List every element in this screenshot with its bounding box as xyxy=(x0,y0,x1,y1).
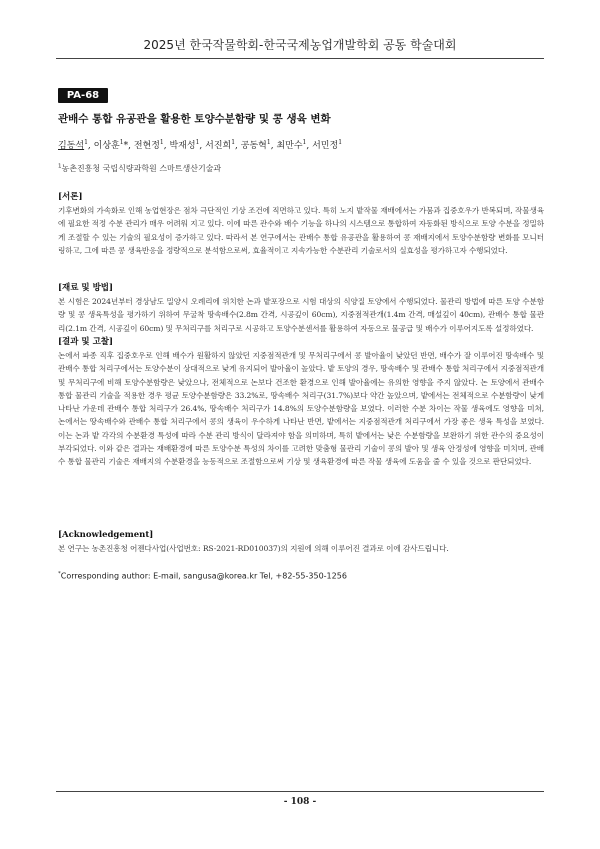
section-body: 기후변화의 가속화로 인해 농업현장은 점차 극단적인 기상 조건에 직면하고 있다. 특히 노지 밭작물 재배에서는 가뭄과 집중호우가 반복되며, 작물생육에 필요한 적정 수분 관리가 매우 어려워 지고 있다. 이에 따른 관수와 배수 기능을 하나의 시스템으로 통합하여 자동화된 방식으로 토양 수분을 정밀하게 조절할 수 있는 기술의 필요성이 증가하고 있다. 따라서 본 연구에서는 관배수 통합 유공관을 활용하여 콩 재배지에서 토양수분함량 변화를 모니터링하고, 그에 따른 콩 생육반응을 정량적으로 분석함으로써, 효율적이고 지속가능한 수분관리 기술로서의 실효성을 평가하고자 수행되었다. xyxy=(58,206,544,255)
section-heading: [서론] xyxy=(58,192,83,202)
section-introduction xyxy=(58,190,544,257)
section-results xyxy=(58,335,544,469)
page-number: - 108 - xyxy=(283,797,317,807)
author-name: 이상훈 xyxy=(93,141,120,151)
author-affil-mark: 1 xyxy=(338,139,343,146)
author-name: 서민정 xyxy=(312,141,339,151)
corresponding-text: Corresponding author: E-mail, sangusa@korea.kr Tel, +82-55-350-1256 xyxy=(60,571,347,581)
affiliation xyxy=(58,163,221,174)
paper-title: 관배수 통합 유공관을 활용한 토양수분함량 및 콩 생육 변화 xyxy=(58,113,331,125)
author-affil-mark: 1 xyxy=(231,139,236,146)
section-heading: [재료 및 방법] xyxy=(58,283,114,293)
corresponding-mark: * xyxy=(58,571,61,577)
running-header xyxy=(56,36,544,59)
author-name: 최만수 xyxy=(276,141,303,151)
author-list: 김동석$^1$, 이상훈$^1$*, 전현정$^1$, 박재성$^1$, 서진희$^1$, 공동혁$^1$, 최만수$^1$, 서민정$^1$ xyxy=(58,139,343,151)
corresponding-mark: * xyxy=(123,141,129,151)
section-methods xyxy=(58,281,544,335)
author-affil-mark: 1 xyxy=(84,139,88,146)
author-affil-mark: 1 xyxy=(195,139,200,146)
author-name: 서진희 xyxy=(205,141,232,151)
corresponding-author xyxy=(58,571,347,581)
section-body: 본 연구는 농촌진흥청 어젠다사업(사업번호: RS-2021-RD010037)의 지원에 의해 이루어진 결과로 이에 감사드립니다. xyxy=(58,544,449,553)
author-name: 전현정 xyxy=(133,141,160,151)
section-body: 본 시험은 2024년부터 경상남도 밀양시 오례리에 위치한 논과 밭포장으로 시험 대상의 식양질 토양에서 수행되었다. 물관리 방법에 따른 토양 수분함량 및 콩 생육특성을 평가하기 위하여 무굴착 땅속배수(2.8m 간격, 시공깊이 60cm), 지중점적관개(1.4m 간격, 매설깊이 40cm), 관배수 통합 물관리(2.1m 간격, 시공깊이 60cm) 및 무처리구를 처리구로 시공하고 토양수분센서를 활용하여 자동으로 물공급 및 배수가 이루어지도록 설정하였다. xyxy=(58,297,544,333)
author-name: 김동석 xyxy=(58,141,85,151)
author-affil-mark: 1 xyxy=(119,139,124,146)
author-name: 박재성 xyxy=(169,141,196,151)
section-body: 논에서 파종 직후 집중호우로 인해 배수가 원활하지 않았던 지중점적관개 및 무처리구에서 콩 발아율이 낮았던 반면, 배수가 잘 이루어진 땅속배수 및 관배수 통합 처리구에서는 토양수분이 상대적으로 낮게 유지되어 발아율이 높았다. 밭 토양의 경우, 땅속배수 및 관배수 통합 처리구에서 지중점적관개 및 무처리구에 비해 토양수분함량은 낮았으나, 전체적으로 논보다 건조한 환경으로 인해 발아율에는 유의한 영향을 주지 않았다. 논 토양에서 관배수 통합 물관리 기술을 적용한 경우 평균 토양수분함량은 33.2%로, 땅속배수 처리구(31.7%)보다 약간 높았으며, 밭에서는 전체적으로 수분함량이 낮게 나타난 가운데 관배수 통합 처리구가 26.4%, 땅속배수 처리구가 14.8%의 토양수분함량을 보였다. 이러한 수분 차이는 작물 생육에도 영향을 미쳐, 논에서는 땅속배수와 관배수 통합 처리구에서 콩의 생육이 우수하게 나타난 반면, 밭에서는 지중점적관개 처리구에서 가장 좋은 생육 특성을 보였다. 이는 논과 밭 각각의 수분환경 특성에 따라 수분 관리 방식이 달라져야 함을 의미하며, 특히 밭에서는 낮은 수분함량을 보완하기 위한 관수의 중요성이 부각되었다. 이와 같은 결과는 재배환경에 따른 토양수분 특성의 차이를 고려한 맞춤형 물관리 기술이 콩의 발아 및 생육 안정성에 영향을 미치며, 관배수 통합 물관리 기술은 재배지의 수분환경을 능동적으로 조절함으로써 기상 및 생육환경에 따른 작물 생육에 도움을 줄 수 있을 것으로 판단되었다. xyxy=(58,351,544,467)
footer-rule xyxy=(56,791,544,792)
affiliation-mark: 1 xyxy=(58,163,62,170)
author-affil-mark: 1 xyxy=(266,139,271,146)
author-affil-mark: 1 xyxy=(159,139,164,146)
author-affil-mark: 1 xyxy=(302,139,307,146)
affiliation-text: 농촌진흥청 국립식량과학원 스마트생산기술과 xyxy=(61,164,222,173)
conference-title: 2025년 한국작물학회-한국국제농업개발학회 공동 학술대회 xyxy=(143,38,457,52)
section-heading: [결과 및 고찰] xyxy=(58,337,114,347)
section-heading: [Acknowledgement] xyxy=(58,530,154,540)
poster-id-badge: PA-68 xyxy=(58,88,108,103)
author-name: 공동혁 xyxy=(240,141,267,151)
section-acknowledgement xyxy=(58,530,544,555)
